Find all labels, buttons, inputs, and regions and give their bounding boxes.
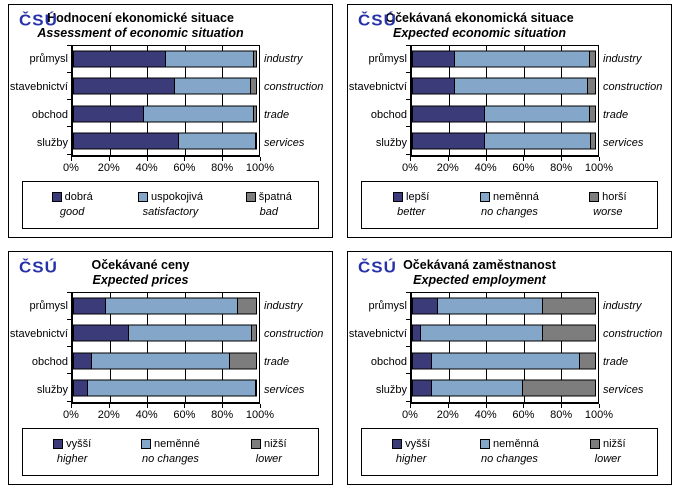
chart-panel: [8, 4, 333, 238]
category-label-en: trade: [264, 108, 290, 121]
legend-label-cs: neměnná: [493, 437, 539, 450]
bar-segment: [484, 132, 592, 149]
y-axis-labels: [11, 292, 71, 404]
y-axis-labels: [350, 292, 410, 404]
bar-segment: [253, 51, 257, 68]
stacked-bar: [73, 298, 259, 315]
bar-segment: [542, 298, 596, 315]
bar-row: [412, 293, 598, 320]
legend-label-en: lower: [594, 452, 621, 465]
x-tick-label: 60%: [512, 408, 535, 421]
y-axis-tick: [67, 99, 72, 100]
legend-label-cs: vyšší: [66, 437, 92, 450]
stacked-bar: [412, 51, 598, 68]
y-axis-tick: [406, 45, 411, 46]
bar-row: [73, 46, 259, 73]
category-labels-en: [599, 45, 669, 157]
x-tick-label: 80%: [550, 408, 573, 421]
category-label: průmysl: [29, 299, 68, 312]
legend-label-row: [590, 437, 626, 452]
y-axis-tick: [67, 72, 72, 73]
category-label-en: trade: [603, 108, 629, 121]
x-axis-tick: [260, 404, 261, 408]
legend-label-en: good: [59, 205, 85, 218]
x-tick-label: 60%: [173, 161, 196, 174]
category-label-en: industry: [603, 299, 642, 312]
x-axis-spacer: [350, 404, 410, 423]
category-label: stavebnictví: [348, 327, 407, 340]
x-axis-tick: [486, 157, 487, 161]
legend-label-row: [141, 437, 200, 452]
y-axis-tick: [67, 126, 72, 127]
legend-swatch: [141, 439, 151, 449]
bar-segment: [590, 132, 596, 149]
bar-segment: [454, 78, 588, 95]
bar-segment: [431, 379, 522, 396]
category-label: služby: [36, 383, 68, 396]
bar-row: [73, 127, 259, 154]
legend-label-row: [52, 190, 93, 205]
bar-segment: [73, 352, 92, 369]
x-axis-tick: [147, 157, 148, 161]
stacked-bar: [73, 132, 259, 149]
bar-segment: [437, 298, 543, 315]
x-axis-tick: [260, 157, 261, 161]
bar-segment: [522, 379, 596, 396]
legend-label-en: higher: [56, 452, 88, 465]
x-axis-tick: [71, 157, 72, 161]
y-axis-tick: [406, 154, 411, 155]
bar-segment: [73, 51, 166, 68]
legend-label-en: better: [397, 205, 426, 218]
category-label-en: industry: [264, 52, 303, 65]
bar-segment: [412, 78, 455, 95]
legend-label-en: satisfactory: [142, 205, 199, 218]
category-label-en: services: [264, 383, 305, 396]
stacked-bar: [412, 298, 598, 315]
x-axis-scale: [402, 157, 614, 176]
legend-swatch: [392, 439, 402, 449]
stacked-bar: [73, 51, 259, 68]
stacked-bar: [73, 105, 259, 122]
y-axis-labels: [11, 45, 71, 157]
bar-segment: [73, 325, 129, 342]
x-axis-tick: [486, 404, 487, 408]
bar-segment: [589, 105, 596, 122]
chart-area: [11, 292, 330, 404]
bar-segment: [73, 298, 106, 315]
bar-segment: [91, 352, 231, 369]
x-axis-tick: [222, 157, 223, 161]
stacked-bar: [412, 132, 598, 149]
x-axis-spacer: [350, 157, 410, 176]
chart-area: [11, 45, 330, 157]
legend-item: [121, 437, 219, 467]
x-axis-tick: [71, 404, 72, 408]
y-axis-tick: [67, 45, 72, 46]
plot-area: [410, 292, 599, 404]
category-label: obchod: [31, 355, 68, 368]
legend-label-en: no changes: [481, 205, 538, 218]
plot-area: [410, 45, 599, 157]
bar-row: [73, 374, 259, 401]
legend-label-row: [393, 190, 429, 205]
bar-segment: [73, 78, 175, 95]
category-label: průmysl: [368, 299, 407, 312]
chart-title: Hodnocení ekonomické situace: [47, 11, 234, 25]
category-label-en: construction: [264, 327, 324, 340]
category-label-en: services: [603, 383, 644, 396]
bar-row: [73, 100, 259, 127]
bar-segment: [420, 325, 543, 342]
bar-segment: [412, 51, 455, 68]
chart-subtitle: Expected economic situation: [393, 26, 566, 41]
bar-rows: [412, 293, 598, 402]
category-label-en: services: [603, 136, 644, 149]
bar-segment: [255, 132, 257, 149]
legend-label-cs: horší: [602, 190, 627, 203]
bar-segment: [542, 325, 596, 342]
bar-row: [412, 127, 598, 154]
y-axis-tick: [406, 373, 411, 374]
legend-item: [362, 190, 460, 220]
legend-label-cs: vyšší: [405, 437, 431, 450]
category-label-en: industry: [264, 299, 303, 312]
y-axis-tick: [406, 401, 411, 402]
stacked-bar: [412, 105, 598, 122]
legend-item: [23, 437, 121, 467]
stacked-bar: [412, 379, 598, 396]
x-axis-tick: [448, 157, 449, 161]
bar-segment: [73, 379, 88, 396]
category-label-en: trade: [264, 355, 290, 368]
x-tick-label: 40%: [135, 161, 158, 174]
bar-row: [412, 320, 598, 347]
x-tick-label: 60%: [173, 408, 196, 421]
x-axis-scale: [63, 404, 275, 423]
category-label: služby: [375, 136, 407, 149]
category-label-en: construction: [603, 327, 663, 340]
bar-segment: [87, 379, 256, 396]
legend-swatch: [53, 439, 63, 449]
legend-item: [559, 190, 657, 220]
bar-rows: [73, 293, 259, 402]
y-axis-labels: [350, 45, 410, 157]
legend-swatch: [251, 439, 261, 449]
bar-segment: [73, 105, 144, 122]
chart-title: Očekávané ceny: [91, 258, 190, 272]
legend-item: [121, 190, 219, 220]
x-axis-tick: [147, 404, 148, 408]
x-axis-tick: [561, 404, 562, 408]
x-tick-label: 20%: [97, 161, 120, 174]
x-tick-label: 20%: [436, 408, 459, 421]
stacked-bar: [412, 352, 598, 369]
bar-segment: [579, 352, 596, 369]
chart-area: [350, 45, 669, 157]
category-label: služby: [36, 136, 68, 149]
bar-row: [73, 320, 259, 347]
x-tick-label: 80%: [211, 408, 234, 421]
bar-segment: [237, 298, 257, 315]
x-axis: [350, 157, 669, 176]
category-labels-en: [260, 45, 330, 157]
legend-swatch: [480, 439, 490, 449]
plot-area: [71, 292, 260, 404]
y-axis-tick: [406, 126, 411, 127]
bar-segment: [589, 51, 596, 68]
x-tick-label: 20%: [97, 408, 120, 421]
legend-item: [362, 437, 460, 467]
chart-area: [350, 292, 669, 404]
x-tick-label: 100%: [245, 161, 275, 174]
x-tick-label: 80%: [211, 161, 234, 174]
category-label-en: trade: [603, 355, 629, 368]
x-axis-tick: [599, 404, 600, 408]
bar-row: [73, 73, 259, 100]
category-label: obchod: [370, 108, 407, 121]
y-axis-tick: [67, 292, 72, 293]
bar-segment: [251, 325, 257, 342]
legend-label-cs: nižší: [603, 437, 626, 450]
stacked-bar: [73, 352, 259, 369]
csu-logo: ČSÚ: [19, 258, 58, 277]
category-label-en: construction: [603, 80, 663, 93]
chart-title: Očekávaná ekonomická situace: [385, 11, 574, 25]
bar-row: [412, 374, 598, 401]
category-label: průmysl: [368, 52, 407, 65]
x-tick-label: 40%: [135, 408, 158, 421]
x-tick-label: 0%: [63, 408, 79, 421]
legend-swatch: [246, 192, 256, 202]
category-label: průmysl: [29, 52, 68, 65]
chart-subtitle: Assessment of economic situation: [37, 26, 244, 41]
chart-panel: [347, 4, 672, 238]
y-axis-tick: [406, 99, 411, 100]
legend-label-row: [53, 437, 91, 452]
x-axis-tick: [184, 404, 185, 408]
x-axis-scale: [402, 404, 614, 423]
x-axis-tick: [222, 404, 223, 408]
legend-swatch: [590, 439, 600, 449]
legend-label-en: no changes: [142, 452, 199, 465]
legend-label-cs: dobrá: [64, 190, 93, 203]
legend-label-cs: nižší: [264, 437, 287, 450]
stacked-bar: [73, 78, 259, 95]
x-axis-scale: [63, 157, 275, 176]
legend-label-cs: lepší: [406, 190, 430, 203]
x-tick-label: 40%: [474, 161, 497, 174]
legend-item: [220, 190, 318, 220]
category-label: stavebnictví: [9, 327, 68, 340]
category-label: služby: [375, 383, 407, 396]
x-tick-label: 100%: [584, 408, 614, 421]
bar-rows: [412, 46, 598, 155]
x-axis-spacer: [11, 157, 71, 176]
bar-row: [412, 46, 598, 73]
legend-label-en: bad: [259, 205, 278, 218]
x-tick-label: 0%: [63, 161, 79, 174]
y-axis-tick: [406, 292, 411, 293]
bar-segment: [174, 78, 250, 95]
x-axis-tick: [109, 404, 110, 408]
stacked-bar: [73, 379, 259, 396]
category-label: obchod: [31, 108, 68, 121]
stacked-bar: [73, 325, 259, 342]
x-tick-label: 0%: [402, 161, 418, 174]
legend-swatch: [52, 192, 62, 202]
bar-row: [412, 100, 598, 127]
x-axis-tick: [523, 404, 524, 408]
x-axis: [350, 404, 669, 423]
legend-item: [220, 437, 318, 467]
y-axis-tick: [67, 401, 72, 402]
y-axis-tick: [406, 319, 411, 320]
bar-segment: [165, 51, 254, 68]
chart-title: Očekávaná zaměstnanost: [403, 258, 556, 272]
x-axis-tick: [561, 157, 562, 161]
legend-swatch: [589, 192, 599, 202]
x-axis-tick: [599, 157, 600, 161]
legend-label-row: [251, 437, 287, 452]
bar-segment: [412, 298, 438, 315]
csu-logo: ČSÚ: [19, 11, 58, 30]
x-axis-tick: [410, 404, 411, 408]
x-tick-label: 60%: [512, 161, 535, 174]
x-axis-tick: [109, 157, 110, 161]
plot-area: [71, 45, 260, 157]
legend-label-en: worse: [593, 205, 623, 218]
category-labels-en: [260, 292, 330, 404]
y-axis-tick: [67, 154, 72, 155]
legend-label-cs: neměnná: [493, 190, 539, 203]
category-labels-en: [599, 292, 669, 404]
x-tick-label: 0%: [402, 408, 418, 421]
legend-box: [361, 181, 658, 229]
category-label: obchod: [370, 355, 407, 368]
x-axis-tick: [410, 157, 411, 161]
x-axis: [11, 157, 330, 176]
chart-subtitle: Expected prices: [92, 273, 189, 288]
bar-segment: [73, 132, 179, 149]
bar-segment: [412, 105, 485, 122]
chart-panel: [347, 251, 672, 485]
legend-label-row: [480, 190, 539, 205]
legend-label-en: no changes: [481, 452, 538, 465]
bar-segment: [229, 352, 257, 369]
bar-segment: [178, 132, 256, 149]
legend-swatch: [393, 192, 403, 202]
bar-segment: [587, 78, 596, 95]
legend-label-cs: špatná: [258, 190, 292, 203]
bar-segment: [412, 132, 485, 149]
legend-label-en: lower: [255, 452, 282, 465]
y-axis-tick: [406, 346, 411, 347]
legend-label-row: [246, 190, 292, 205]
x-axis-tick: [448, 404, 449, 408]
legend-box: [22, 428, 319, 476]
x-axis-tick: [184, 157, 185, 161]
legend-label-row: [392, 437, 430, 452]
bar-segment: [431, 352, 580, 369]
x-tick-label: 100%: [245, 408, 275, 421]
y-axis-tick: [67, 319, 72, 320]
legend-swatch: [480, 192, 490, 202]
legend-label-row: [138, 190, 203, 205]
bar-segment: [105, 298, 237, 315]
x-tick-label: 100%: [584, 161, 614, 174]
legend-box: [22, 181, 319, 229]
legend-item: [559, 437, 657, 467]
category-label: stavebnictví: [348, 80, 407, 93]
y-axis-tick: [406, 72, 411, 73]
bar-row: [73, 347, 259, 374]
y-axis-tick: [67, 346, 72, 347]
bar-row: [412, 73, 598, 100]
legend-label-cs: uspokojivá: [151, 190, 203, 203]
y-axis-tick: [67, 373, 72, 374]
bar-segment: [143, 105, 255, 122]
bar-segment: [412, 379, 432, 396]
legend-label-en: higher: [395, 452, 427, 465]
stacked-bar: [412, 78, 598, 95]
category-label-en: construction: [264, 80, 324, 93]
legend-swatch: [138, 192, 148, 202]
bar-segment: [128, 325, 253, 342]
legend-item: [23, 190, 121, 220]
x-axis-tick: [523, 157, 524, 161]
x-axis-spacer: [11, 404, 71, 423]
legend-label-cs: neměnné: [154, 437, 200, 450]
bar-segment: [255, 379, 257, 396]
bar-segment: [412, 352, 432, 369]
legend-label-row: [480, 437, 539, 452]
bar-rows: [73, 46, 259, 155]
bar-segment: [454, 51, 590, 68]
bar-row: [73, 293, 259, 320]
bar-segment: [253, 105, 257, 122]
legend-item: [460, 437, 558, 467]
csu-logo: ČSÚ: [358, 11, 397, 30]
bar-segment: [250, 78, 257, 95]
chart-panel: [8, 251, 333, 485]
category-label-en: services: [264, 136, 305, 149]
x-axis: [11, 404, 330, 423]
category-label: stavebnictví: [9, 80, 68, 93]
legend-label-row: [589, 190, 626, 205]
stacked-bar: [412, 325, 598, 342]
x-tick-label: 20%: [436, 161, 459, 174]
bar-segment: [484, 105, 590, 122]
x-tick-label: 40%: [474, 408, 497, 421]
x-tick-label: 80%: [550, 161, 573, 174]
bar-row: [412, 347, 598, 374]
legend-item: [460, 190, 558, 220]
category-label-en: industry: [603, 52, 642, 65]
legend-box: [361, 428, 658, 476]
chart-subtitle: Expected employment: [413, 273, 546, 288]
csu-logo: ČSÚ: [358, 258, 397, 277]
